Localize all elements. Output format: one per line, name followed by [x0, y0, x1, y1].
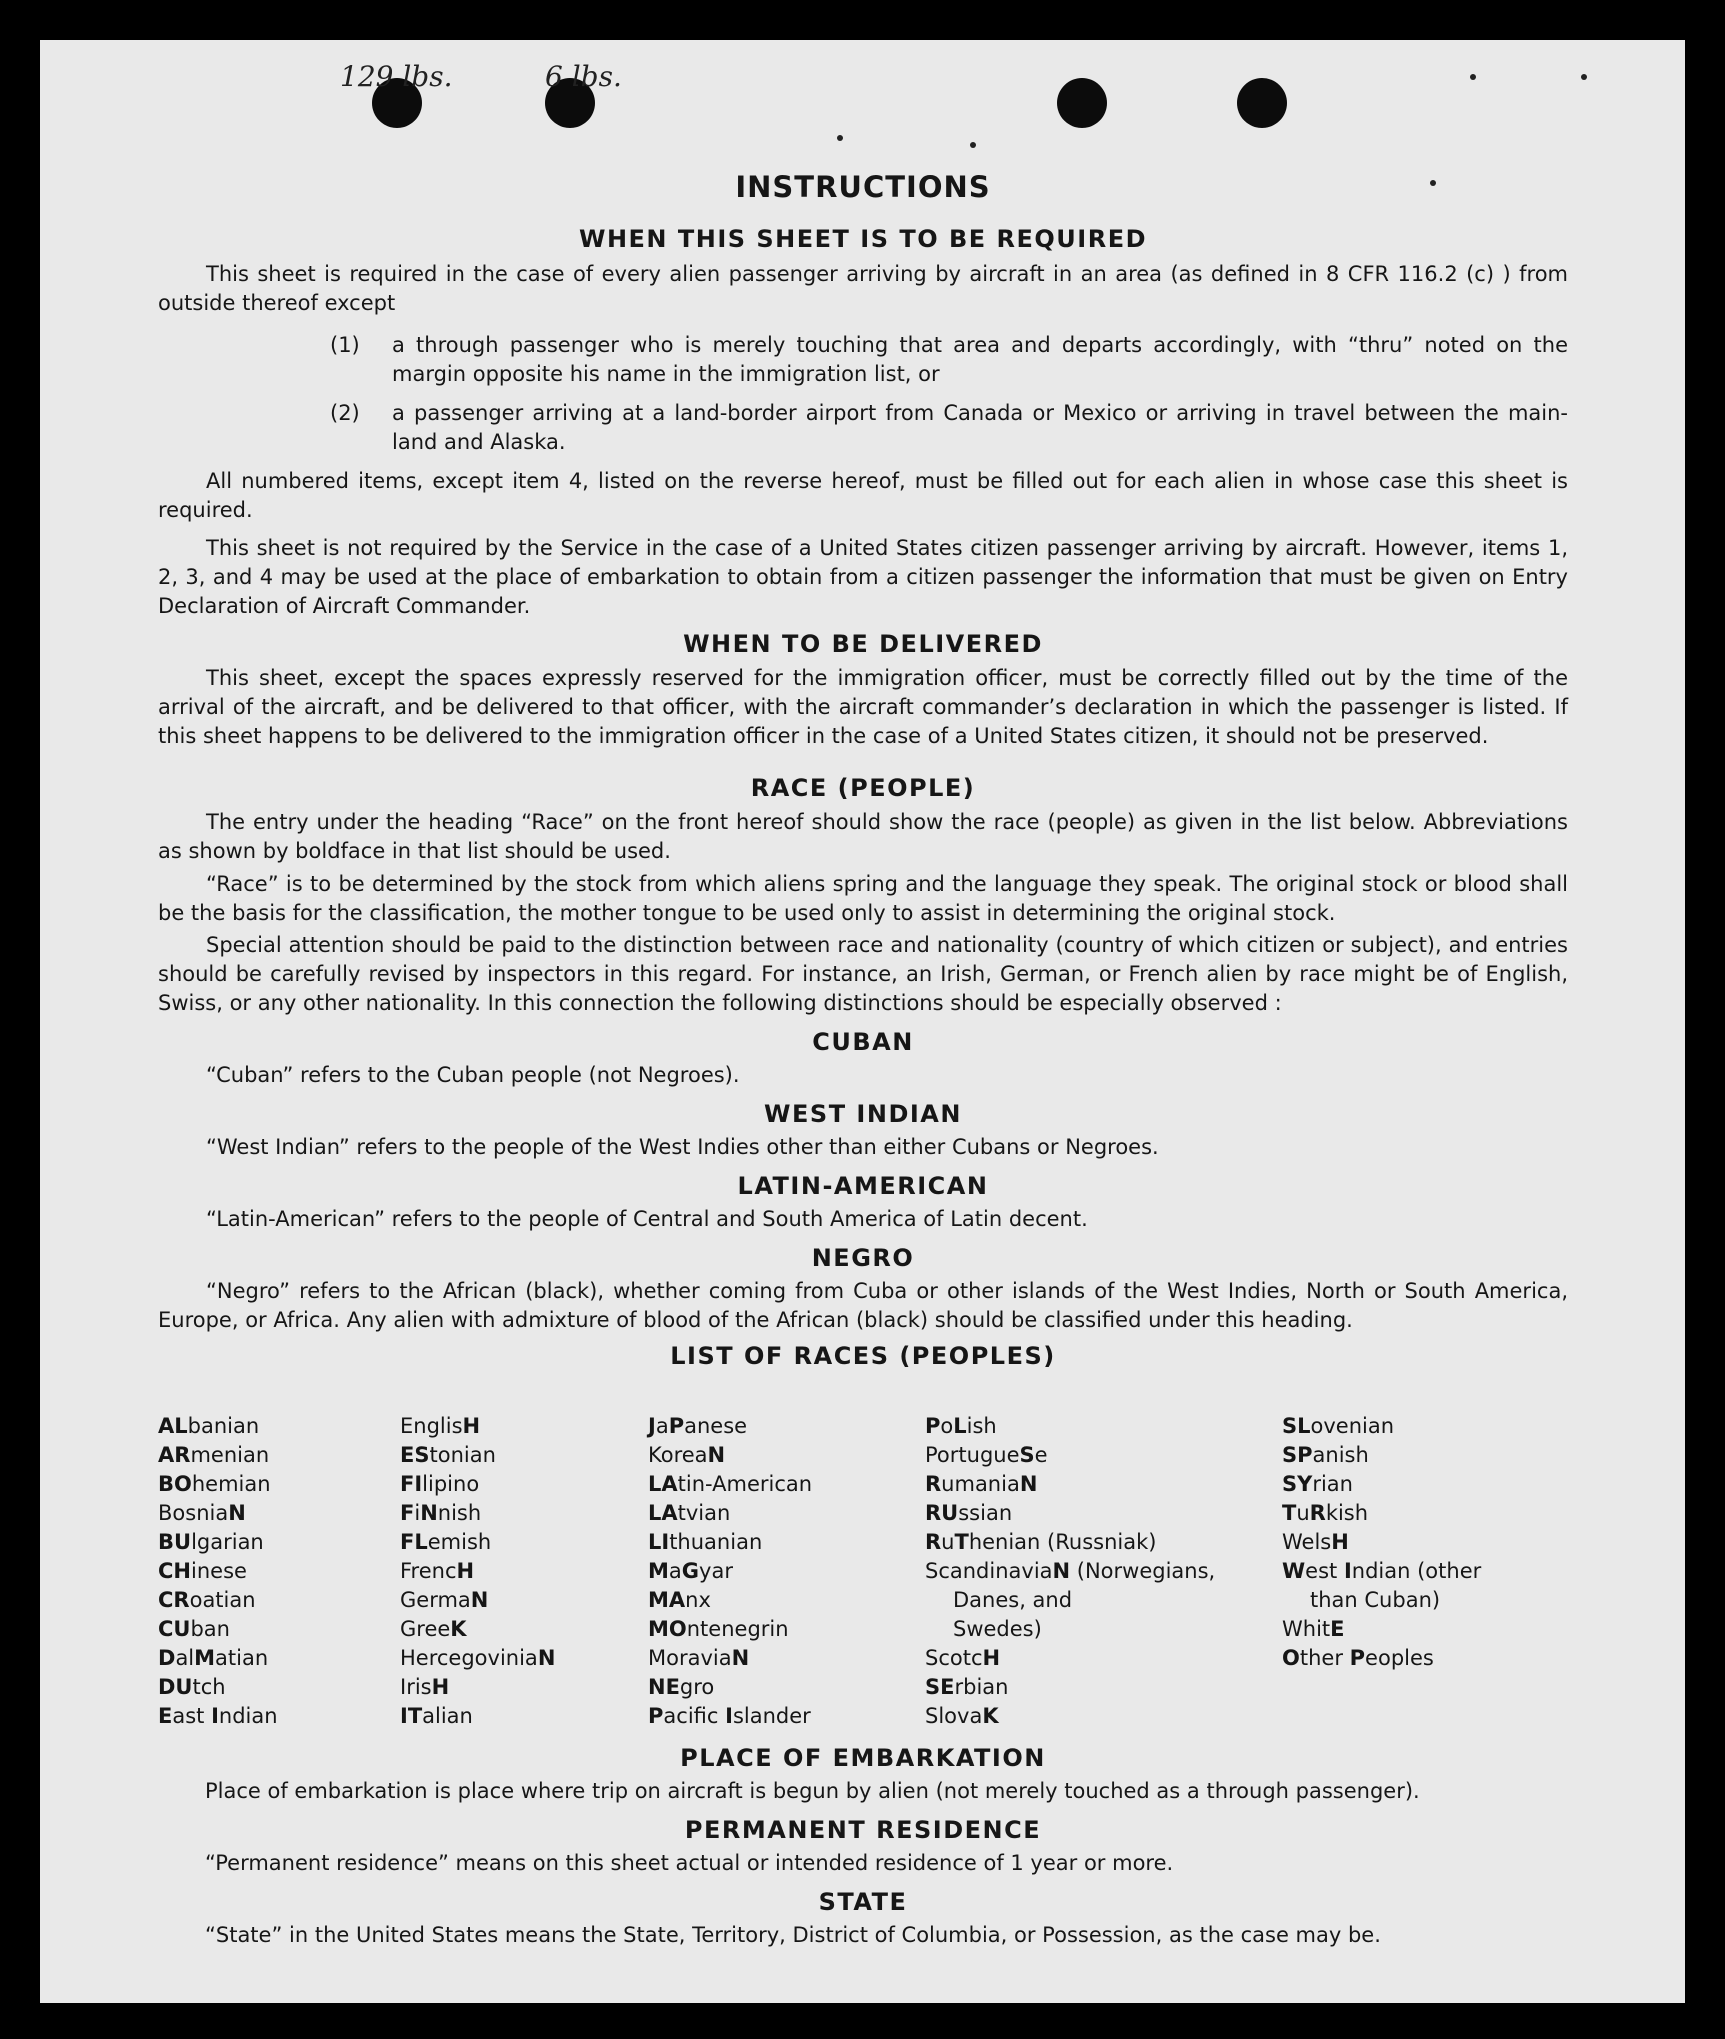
race-entry: LAtin-American	[648, 1472, 813, 1496]
latin-american-definition: “Latin-American” refers to the people of Central and South America of Latin decent.	[206, 1207, 1088, 1231]
speck	[1581, 74, 1587, 80]
race-entry: Other Peoples	[1282, 1646, 1434, 1670]
exception-item-number: (1)	[330, 333, 360, 357]
race-entry: CHinese	[158, 1559, 247, 1583]
race-entry: SYrian	[1282, 1472, 1353, 1496]
document-sheet	[40, 40, 1685, 2003]
heading-list-of-races: LIST OF RACES (PEOPLES)	[670, 1342, 1056, 1370]
race-entry: BOhemian	[158, 1472, 271, 1496]
race-entry: MAnx	[648, 1588, 711, 1612]
heading-delivered: WHEN TO BE DELIVERED	[683, 630, 1043, 658]
race-entry: ScotcH	[925, 1646, 1001, 1670]
race-entry: PoLish	[925, 1414, 997, 1438]
race-entry: GermaN	[400, 1588, 489, 1612]
race-entry: Pacific Islander	[648, 1704, 811, 1728]
race-entry: SLovenian	[1282, 1414, 1395, 1438]
required-paragraph-1: This sheet is required in the case of every alien passenger arriving by aircraft in an area (as defined in 8 CFR 116.2 (c) ) from outside thereof except	[158, 262, 1568, 315]
race-list-column-4	[925, 1412, 1215, 1731]
race-paragraph-2: “Race” is to be determined by the stock from which aliens spring and the language they speak. The original stock or blood shall be the basis for the classification, the mother tongue to be used only to assist in determining the original stock.	[158, 872, 1568, 925]
race-entry: MaGyar	[648, 1559, 733, 1583]
race-entry: DUtch	[158, 1675, 226, 1699]
race-entry: PortugueSe	[925, 1443, 1048, 1467]
race-entry: ALbanian	[158, 1414, 260, 1438]
race-list-column-5	[1282, 1412, 1481, 1673]
race-entry: RUssian	[925, 1501, 1013, 1525]
race-entry: WhitE	[1282, 1617, 1345, 1641]
handwritten-weight-2: 6 lbs.	[545, 60, 622, 93]
punch-hole	[1237, 78, 1287, 128]
race-entry: BosniaN	[158, 1501, 246, 1525]
race-entry: GreeK	[400, 1617, 467, 1641]
required-paragraph-2: All numbered items, except item 4, listed on the reverse hereof, must be filled out for each alien in whose case this sheet is required.	[158, 469, 1568, 522]
race-list-column-1	[158, 1412, 278, 1731]
race-entry: LIthuanian	[648, 1530, 763, 1554]
embarkation-definition: Place of embarkation is place where trip on aircraft is begun by alien (not merely touched as a through passenger).	[205, 1779, 1420, 1803]
race-entry: JaPanese	[648, 1414, 748, 1438]
race-entry: NEgro	[648, 1675, 715, 1699]
race-entry: FrencH	[400, 1559, 475, 1583]
race-entry: CUban	[158, 1617, 230, 1641]
exception-item-1	[330, 331, 1568, 389]
punch-hole	[1057, 78, 1107, 128]
race-entry: RuThenian (Russniak)	[925, 1530, 1157, 1554]
race-entry: East Indian	[158, 1704, 278, 1728]
exception-item-2	[330, 399, 1568, 457]
negro-definition: “Negro” refers to the African (black), whether coming from Cuba or other islands of the West Indies, North or South America, Europe, or Africa. Any alien with admixture of blood of the African (black) should be classified under this heading.	[158, 1279, 1568, 1332]
race-entry: FiNnish	[400, 1501, 482, 1525]
heading-latin-american: LATIN-AMERICAN	[737, 1172, 989, 1200]
race-entry: SErbian	[925, 1675, 1009, 1699]
west-indian-definition: “West Indian” refers to the people of the West Indies other than either Cubans or Negroes.	[206, 1135, 1159, 1159]
race-entry: ITalian	[400, 1704, 473, 1728]
race-list-column-3	[648, 1412, 812, 1731]
heading-state: STATE	[818, 1888, 908, 1916]
race-entry: HercegoviniaN	[400, 1646, 556, 1670]
race-entry: MOntenegrin	[648, 1617, 789, 1641]
race-entry: SlovaK	[925, 1704, 999, 1728]
race-entry-continuation: than Cuban)	[1310, 1588, 1441, 1612]
race-entry: SPanish	[1282, 1443, 1369, 1467]
heading-cuban: CUBAN	[812, 1028, 914, 1056]
race-entry: TuRkish	[1282, 1501, 1369, 1525]
race-entry: LAtvian	[648, 1501, 731, 1525]
race-paragraph-3: Special attention should be paid to the distinction between race and nationality (country of which citizen or subject), and entries should be carefully revised by inspectors in this regard. For instance, an Irish, German, or French alien by race might be of English, Swiss, or any other nationality. In this connection the following distinctions should be especially observed :	[158, 933, 1568, 1015]
exception-item-text: a passenger arriving at a land-border airport from Canada or Mexico or arriving in travel between the main-land and Alaska.	[392, 401, 1568, 454]
race-entry: West Indian (other	[1282, 1559, 1482, 1583]
heading-west-indian: WEST INDIAN	[764, 1100, 962, 1128]
handwritten-weight: 129 lbs.	[340, 60, 453, 93]
race-entry: MoraviaN	[648, 1646, 750, 1670]
race-entry: BUlgarian	[158, 1530, 264, 1554]
exception-item-number: (2)	[330, 401, 360, 425]
race-entry: FIlipino	[400, 1472, 480, 1496]
heading-race: RACE (PEOPLE)	[750, 774, 976, 802]
exception-item-text: a through passenger who is merely touching that area and departs accordingly, with “thru” noted on the margin opposite his name in the immigration list, or	[392, 333, 1568, 386]
race-entry: ARmenian	[158, 1443, 270, 1467]
heading-embarkation: PLACE OF EMBARKATION	[680, 1744, 1046, 1772]
speck	[1470, 74, 1476, 80]
race-entry: ScandinaviaN (Norwegians,	[925, 1559, 1216, 1583]
heading-required: WHEN THIS SHEET IS TO BE REQUIRED	[578, 225, 1148, 253]
required-paragraph-3: This sheet is not required by the Service in the case of a United States citizen passenger arriving by aircraft. However, items 1, 2, 3, and 4 may be used at the place of embarkation to obtain from a citizen passenger the information that must be given on Entry Declaration of Aircraft Commander.	[158, 536, 1568, 618]
delivered-paragraph: This sheet, except the spaces expressly reserved for the immigration officer, must be correctly filled out by the time of the arrival of the aircraft, and be delivered to that officer, with the aircraft commander’s declaration in which the passenger is listed. If this sheet happens to be delivered to the immigration officer in the case of a United States citizen, it should not be preserved.	[158, 666, 1568, 748]
race-entry: RumaniaN	[925, 1472, 1038, 1496]
race-entry: IrisH	[400, 1675, 450, 1699]
heading-negro: NEGRO	[811, 1244, 915, 1272]
cuban-definition: “Cuban” refers to the Cuban people (not Negroes).	[206, 1063, 740, 1087]
race-entry-continuation: Swedes)	[953, 1617, 1042, 1641]
race-entry: KoreaN	[648, 1443, 726, 1467]
race-list-column-2	[400, 1412, 555, 1731]
residence-definition: “Permanent residence” means on this sheet actual or intended residence of 1 year or more.	[205, 1851, 1174, 1875]
race-entry: EStonian	[400, 1443, 496, 1467]
race-entry: CRoatian	[158, 1588, 256, 1612]
race-entry: DalMatian	[158, 1646, 269, 1670]
race-paragraph-1: The entry under the heading “Race” on the front hereof should show the race (people) as given in the list below. Abbreviations as shown by boldface in that list should be used.	[158, 810, 1568, 863]
page-title: INSTRUCTIONS	[735, 170, 991, 204]
speck	[837, 135, 843, 141]
race-entry: WelsH	[1282, 1530, 1349, 1554]
race-entry: EnglisH	[400, 1414, 481, 1438]
race-entry: FLemish	[400, 1530, 492, 1554]
heading-permanent-residence: PERMANENT RESIDENCE	[684, 1816, 1042, 1844]
state-definition: “State” in the United States means the State, Territory, District of Columbia, or Possession, as the case may be.	[205, 1923, 1381, 1947]
race-entry-continuation: Danes, and	[953, 1588, 1073, 1612]
speck	[970, 142, 976, 148]
